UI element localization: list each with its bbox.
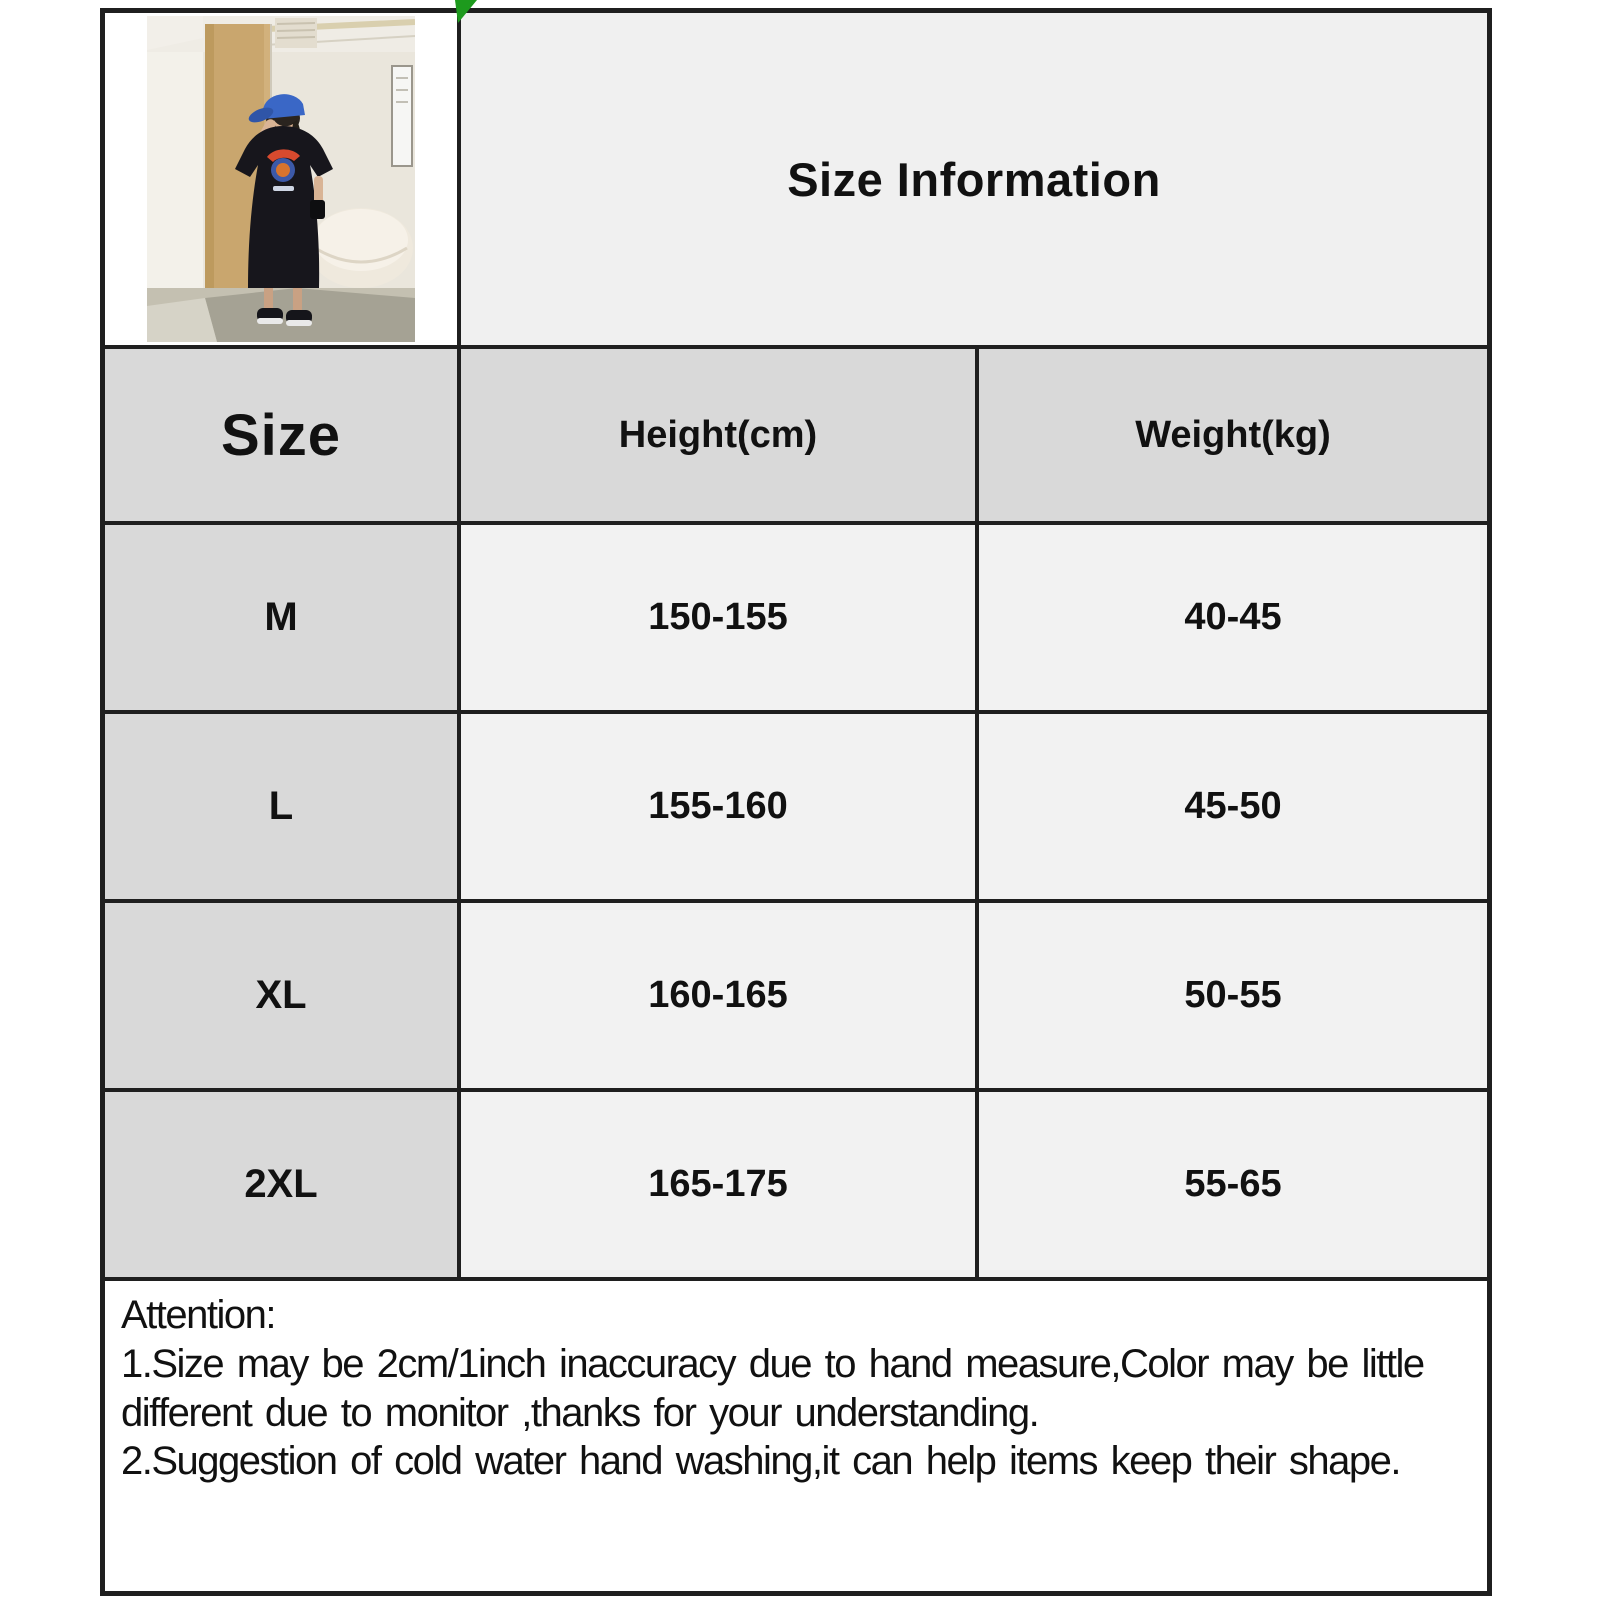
column-header-size: Size [105, 349, 457, 521]
size-information-header [461, 13, 1487, 345]
size-row-label-xl: XL [105, 903, 457, 1088]
weight-value-m: 40-45 [979, 525, 1487, 710]
column-header-height: Height(cm) [461, 349, 975, 521]
height-value-l: 155-160 [461, 714, 975, 899]
green-corner-marker-icon [455, 0, 481, 24]
size-row-label-l: L [105, 714, 457, 899]
product-photo [147, 16, 415, 342]
height-value-m: 150-155 [461, 525, 975, 710]
size-information-title: Size Information [787, 152, 1161, 206]
size-chart-table [100, 8, 1492, 1596]
height-value-2xl: 165-175 [461, 1092, 975, 1277]
weight-value-2xl: 55-65 [979, 1092, 1487, 1277]
product-photo-cell [105, 13, 457, 345]
attention-note-2: 2.Suggestion of cold water hand washing,it can help items keep their shape. [121, 1439, 1400, 1484]
height-value-xl: 160-165 [461, 903, 975, 1088]
size-row-label-2xl: 2XL [105, 1092, 457, 1277]
column-header-weight: Weight(kg) [979, 349, 1487, 521]
size-row-label-m: M [105, 525, 457, 710]
weight-value-l: 45-50 [979, 714, 1487, 899]
attention-title: Attention: [121, 1293, 276, 1337]
attention-section [105, 1281, 1487, 1591]
attention-note-1: 1.Size may be 2cm/1inch inaccuracy due to hand measure,Color may be little different due to monitor ,thanks for your understanding. [121, 1341, 1424, 1435]
weight-value-xl: 50-55 [979, 903, 1487, 1088]
